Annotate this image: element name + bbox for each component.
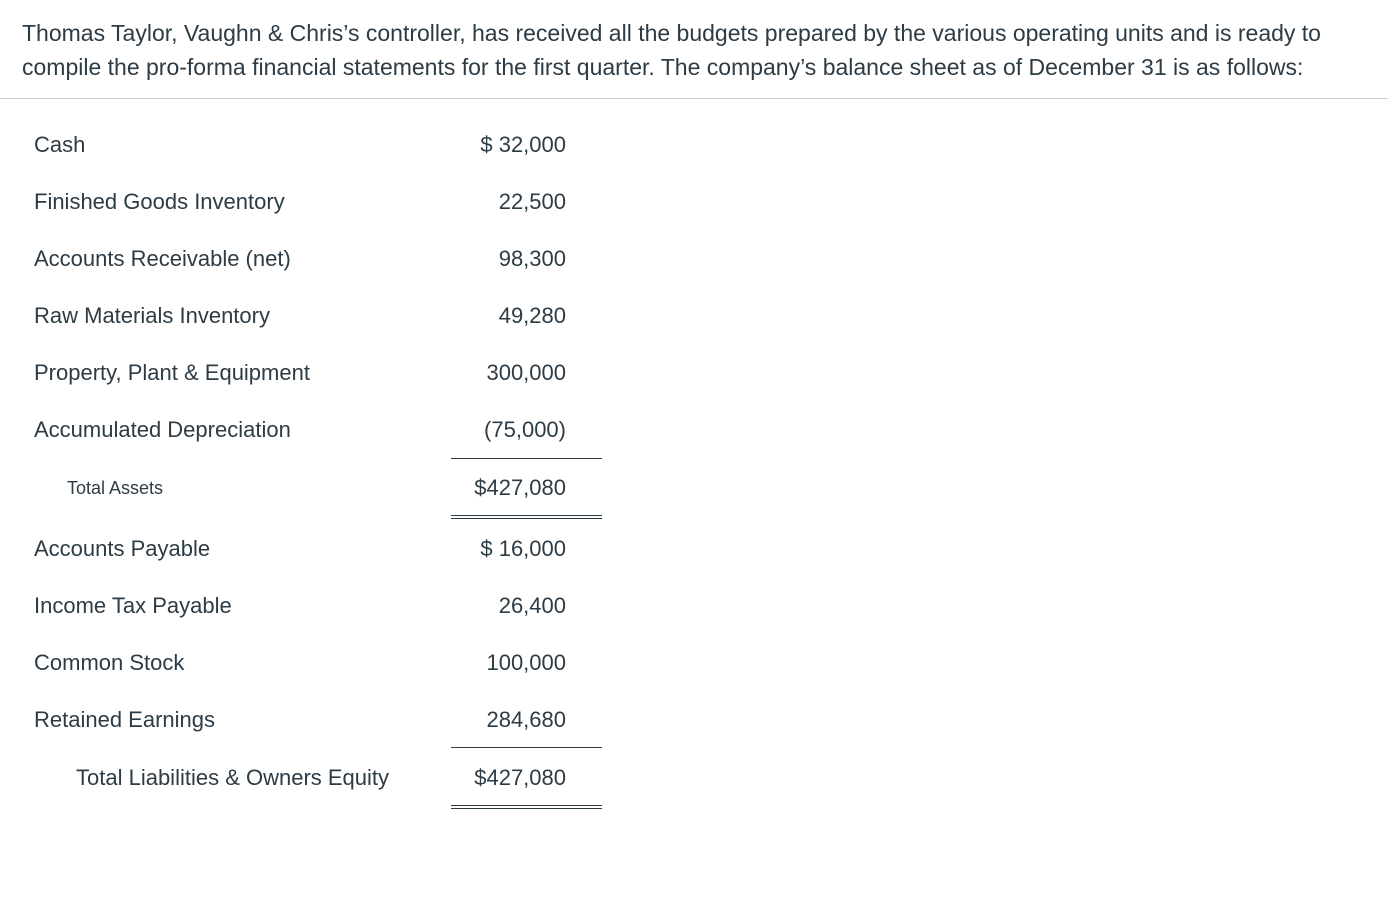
balance-row-cash xyxy=(0,127,620,163)
row-amount: 98,300 xyxy=(498,246,566,271)
row-label: Finished Goods Inventory xyxy=(34,189,285,214)
balance-row-common-stock xyxy=(0,645,620,681)
row-label: Property, Plant & Equipment xyxy=(34,360,310,385)
intro-paragraph: Thomas Taylor, Vaughn & Chris’s controller, has received all the budgets prepared by the various operating units and is ready to compile the pro-forma financial statements for the first quarter. The company’s balance sheet as of December 31 is as follows: xyxy=(22,20,1321,80)
row-label: Income Tax Payable xyxy=(34,593,232,618)
row-amount: 22,500 xyxy=(498,189,566,214)
row-amount: 100,000 xyxy=(486,650,566,675)
row-amount: (75,000) xyxy=(484,417,566,442)
balance-row-finished-goods xyxy=(0,184,620,220)
balance-row-accounts-receivable xyxy=(0,241,620,277)
subtotal-rule xyxy=(451,747,602,748)
row-amount: 284,680 xyxy=(486,707,566,732)
balance-row-ppe xyxy=(0,355,620,391)
row-label: Retained Earnings xyxy=(34,707,216,732)
balance-row-accumulated-depreciation xyxy=(0,412,620,448)
total-double-rule xyxy=(451,805,602,809)
balance-row-total-liabilities-equity xyxy=(0,760,620,796)
balance-row-income-tax-payable xyxy=(0,588,620,624)
row-amount: $ 32,000 xyxy=(480,132,566,157)
total-amount: $427,080 xyxy=(474,765,566,790)
balance-row-raw-materials xyxy=(0,298,620,334)
total-amount: $427,080 xyxy=(474,475,566,500)
row-label: Cash xyxy=(34,132,86,157)
section-divider xyxy=(0,98,1388,99)
row-label: Raw Materials Inventory xyxy=(34,303,270,328)
row-amount: $ 16,000 xyxy=(480,536,566,561)
subtotal-rule xyxy=(451,458,602,459)
row-label: Accounts Payable xyxy=(34,536,211,561)
total-label: Total Liabilities & Owners Equity xyxy=(76,765,390,790)
row-label: Accounts Receivable (net) xyxy=(34,246,291,271)
balance-row-accounts-payable xyxy=(0,531,620,567)
balance-row-retained-earnings xyxy=(0,702,620,738)
total-double-rule xyxy=(451,515,602,519)
row-amount: 300,000 xyxy=(486,360,566,385)
row-label: Common Stock xyxy=(34,650,185,675)
row-amount: 49,280 xyxy=(498,303,566,328)
row-label: Accumulated Depreciation xyxy=(34,417,291,442)
total-label: Total Assets xyxy=(67,478,164,498)
row-amount: 26,400 xyxy=(498,593,566,618)
balance-row-total-assets xyxy=(0,470,620,506)
